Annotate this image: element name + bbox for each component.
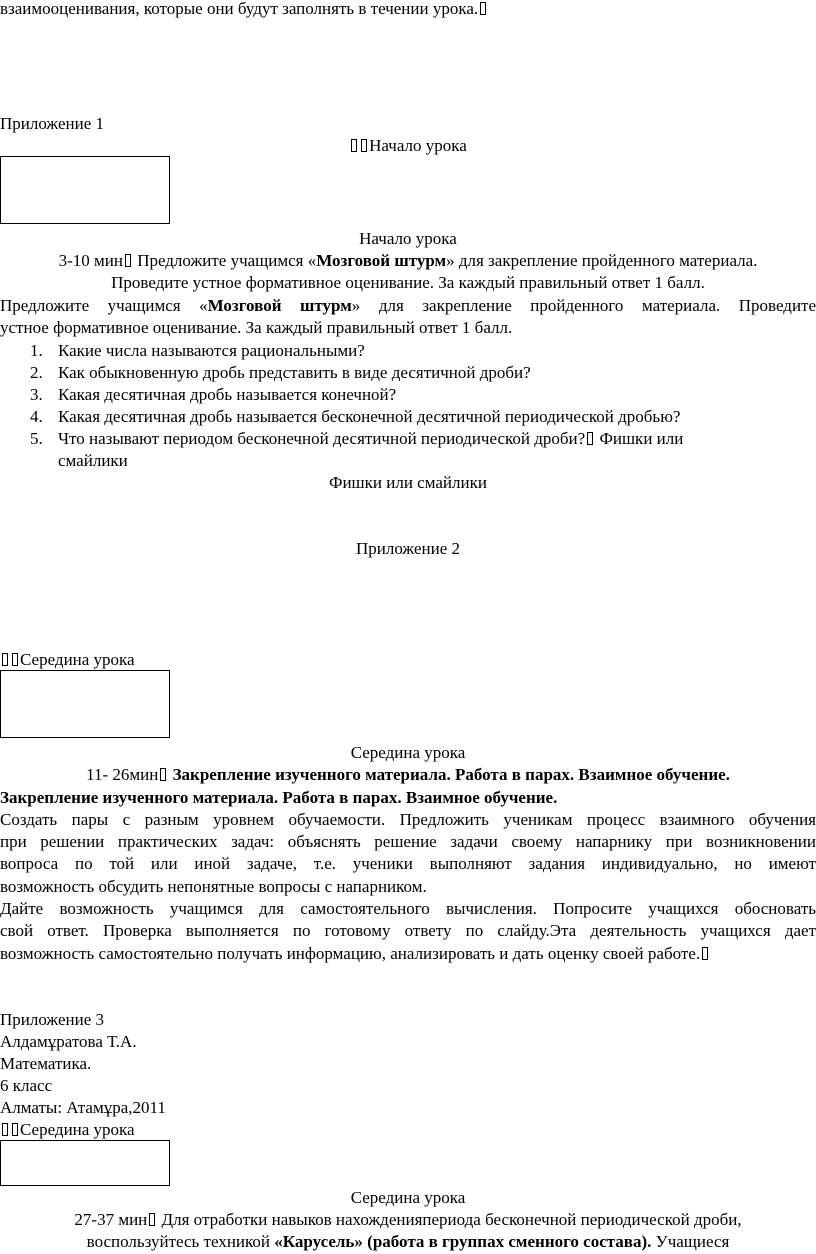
image-placeholder-box — [0, 670, 170, 738]
section-heading: Середина урока — [350, 743, 466, 762]
carousel-line-2: воспользуйтесь техникой «Карусель» (работа в группах сменного состава). Учащиеся — [86, 1232, 730, 1251]
missing-glyph-icon — [480, 2, 486, 15]
section-heading: Середина урока — [350, 1188, 466, 1207]
missing-glyph-icon — [2, 1123, 8, 1136]
section-heading: Начало урока — [359, 229, 457, 248]
missing-glyph-icon — [2, 653, 8, 666]
missing-glyph-icon — [160, 768, 166, 781]
appendix-2-icon-heading: Середина урока — [0, 649, 135, 672]
author: Алдамұратова Т.А. — [0, 1032, 137, 1051]
carousel-line-1: 27-37 мин Для отработки навыков нахожденияпериода бесконечной периодической дроби, — [74, 1210, 742, 1229]
missing-glyph-icon — [12, 1123, 18, 1136]
brainstorm-paragraph-line-2: устное формативное оценивание. За каждый правильный ответ 1 балл. — [0, 318, 513, 337]
pair-work-title: 11- 26мин Закрепление изученного материала. Работа в парах. Взаимное обучение. — [86, 765, 730, 784]
appendix-3-label: Приложение 3 — [0, 1010, 104, 1029]
subject: Математика. — [0, 1054, 92, 1073]
appendix-1-label: Приложение 1 — [0, 114, 104, 133]
image-placeholder-box — [0, 1140, 170, 1186]
top-line: взаимооценивания, которые они будут заполнять в течении урока. — [0, 0, 488, 21]
brainstorm-paragraph: Предложите учащимся «Мозговой штурм» для закрепление пройденного материала. Проведите — [0, 296, 816, 315]
missing-glyph-icon — [587, 432, 593, 445]
grade: 6 класс — [0, 1076, 53, 1095]
missing-glyph-icon — [125, 254, 131, 267]
publisher: Алматы: Атамұра,2011 — [0, 1098, 166, 1117]
pair-work-title-repeat: Закрепление изученного материала. Работа в парах. Взаимное обучение. — [0, 788, 558, 807]
brainstorm-intro-line-2: Проведите устное формативное оценивание. За каждый правильный ответ 1 балл. — [111, 273, 705, 292]
appendix-2-label: Приложение 2 — [356, 539, 460, 558]
brainstorm-intro-line: 3-10 мин Предложите учащимся «Мозговой штурм» для закрепление пройденного материала. — [58, 251, 758, 270]
chips-or-smileys: Фишки или смайлики — [329, 473, 487, 492]
appendix-1-icon-heading: Начало урока — [0, 135, 816, 158]
missing-glyph-icon — [702, 947, 708, 960]
missing-glyph-icon — [351, 139, 357, 152]
appendix-3-icon-heading: Середина урока — [0, 1119, 135, 1142]
missing-glyph-icon — [12, 653, 18, 666]
missing-glyph-icon — [149, 1213, 155, 1226]
image-placeholder-box — [0, 156, 170, 224]
missing-glyph-icon — [361, 139, 367, 152]
